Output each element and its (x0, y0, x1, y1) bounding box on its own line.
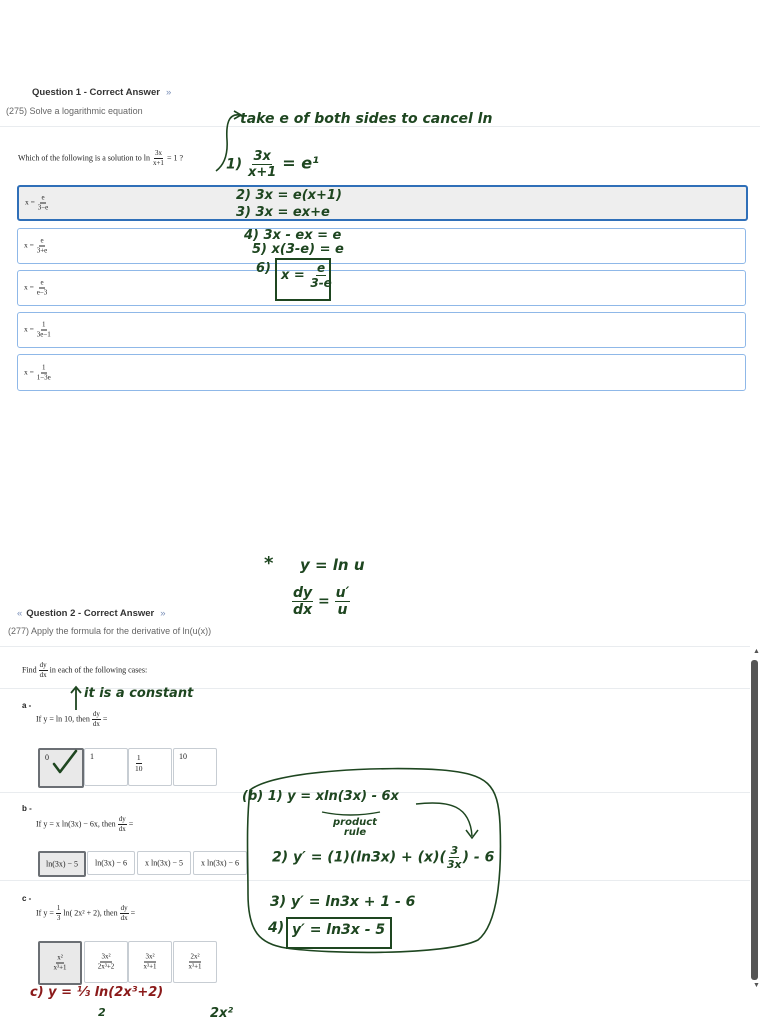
q2-c-choice-4-den: x³+1 (188, 962, 202, 971)
q1-prompt-text: Which of the following is a solution to ln (18, 153, 150, 163)
q1-title-text: Question 1 - Correct Answer (32, 87, 160, 98)
q2-part-c-coef (56, 905, 62, 922)
q2-part-c-statement (36, 905, 135, 922)
q2-part-b-statement (36, 816, 133, 833)
q2-c-choice-4[interactable] (173, 941, 217, 983)
hand-step1 (226, 150, 319, 179)
q2-b-choice-1-label: ln(3x) − 5 (45, 859, 79, 869)
q2-c-choice-3-num: 3x² (145, 952, 155, 961)
hand-c-bottom-1: 2 (98, 1006, 106, 1019)
q2-part-a-statement (36, 711, 107, 728)
q2-find-post: in each of the following cases: (49, 665, 148, 675)
q1-option-3-lhs: x = (24, 282, 34, 292)
hand-b-step2-num: 3 (450, 844, 459, 857)
q1-option-3-math (24, 280, 48, 297)
q1-option-5-fraction (36, 364, 52, 381)
hand-step6-lhs: x = (281, 268, 305, 283)
q2-c-choice-3[interactable] (128, 941, 172, 983)
q1-option-1-lhs: x = (25, 197, 35, 207)
hand-checkmark-icon (50, 748, 80, 778)
q2-part-b-post: = (128, 819, 134, 829)
q1-option-1-den: 3−e (37, 203, 49, 212)
q2-title (17, 608, 164, 619)
hand-arrow-up-icon (66, 682, 86, 712)
q1-option-1-num: e (41, 193, 45, 202)
q2-c-choice-2-num: 3x² (101, 952, 111, 961)
q2-a-choice-3-num: 1 (136, 753, 141, 762)
q1-option-2-num: e (40, 236, 44, 245)
hand-c-bottom-2: 2x² (210, 1006, 234, 1021)
hand-step4: 4) 3x - ex = e (244, 228, 342, 243)
hand-formula-dx: dx (293, 602, 313, 618)
q2-part-a-den: dx (92, 720, 100, 728)
hand-constant-note: it is a constant (84, 686, 194, 701)
hand-formula-dydx (292, 586, 313, 617)
q1-option-5[interactable] (17, 354, 746, 391)
q1-option-4-num: 1 (42, 320, 46, 329)
scroll-down-icon[interactable]: ▼ (753, 982, 760, 989)
q2-b-choice-1[interactable] (38, 851, 86, 877)
q2-a-choice-2-label: 1 (90, 752, 94, 761)
scroll-up-icon[interactable]: ▲ (753, 648, 760, 655)
q2-find-pre: Find (22, 665, 37, 675)
q1-option-1-math (25, 195, 49, 212)
q2-c-choice-1-den: x³+1 (53, 963, 67, 972)
q1-prompt-fraction (152, 150, 165, 167)
hand-step3: 3) 3x = ex+e (236, 205, 330, 220)
hand-step6-num: e (317, 261, 326, 275)
hand-formula-y: y = ln u (300, 556, 365, 574)
divider (0, 646, 750, 647)
q1-option-5-den: 1−3e (36, 373, 51, 381)
q2-c-choice-3-den: x³+1 (143, 962, 157, 971)
q2-part-c-mid: ln( 2x² + 2), then (63, 908, 118, 918)
q2-part-c-num: dy (120, 904, 128, 912)
hand-formula-eq: = (318, 593, 330, 610)
q2-a-choice-1-label: 0 (45, 753, 49, 762)
hand-step1-den: x+1 (248, 165, 277, 180)
q2-b-choice-3[interactable] (137, 851, 191, 875)
q1-option-4-fraction (36, 322, 52, 339)
q1-prompt-den: x+1 (152, 159, 164, 167)
q2-find (22, 662, 147, 679)
next-chevron-icon[interactable]: » (160, 608, 164, 619)
q2-c-choice-1-num: x² (57, 953, 63, 962)
q2-part-b-den: dx (118, 825, 126, 833)
q2-a-choice-3-den: 10 (135, 763, 143, 773)
q2-c-choice-4-label (174, 954, 216, 971)
q2-a-choice-3-fraction (134, 754, 144, 772)
q2-a-choice-3[interactable] (128, 748, 172, 786)
q1-option-2-math (24, 238, 48, 255)
q2-c-choice-1-label (40, 955, 80, 972)
q2-c-choice-3-label (129, 954, 171, 971)
hand-step1-num: 3x (253, 149, 271, 164)
hand-step6-fraction (309, 262, 332, 289)
q1-option-4-math (24, 322, 52, 339)
q2-part-c-pre: If y = (36, 908, 54, 918)
q2-part-c-post: = (130, 908, 136, 918)
hand-step6-den: 3-e (310, 276, 332, 290)
q2-c-choice-1[interactable] (38, 941, 82, 985)
q2-c-choice-2-label (85, 954, 127, 971)
q2-part-b-fraction (118, 816, 127, 833)
hand-step1-label: 1) (226, 156, 243, 173)
hand-b-step2-fraction (446, 845, 463, 870)
q1-option-5-lhs: x = (24, 367, 34, 377)
q1-option-4-den: 3e−1 (36, 330, 51, 339)
q2-subtitle: (277) Apply the formula for the derivative of ln(u(x)) (8, 626, 212, 636)
q2-part-b-num: dy (118, 815, 126, 823)
q2-find-num: dy (39, 661, 47, 669)
q2-part-a-fraction (92, 711, 101, 728)
q2-c-choice-3-fraction (142, 954, 157, 971)
hand-b-step4-label: 4) (268, 920, 285, 936)
hand-step6-label: 6) (256, 261, 271, 276)
q2-part-c-coef-den: 3 (56, 914, 61, 922)
q2-part-c-fraction (120, 905, 129, 922)
q1-option-2-den: 3+e (36, 246, 48, 255)
q1-option-2-lhs: x = (24, 240, 34, 250)
hand-formula-u-frac (335, 586, 351, 617)
q2-part-c-label: c - (22, 894, 32, 903)
hand-formula-star: * (264, 553, 274, 574)
q2-part-a-post: = (102, 714, 108, 724)
hand-b-step4: y′ = ln3x - 5 (292, 922, 386, 938)
hand-b-step2-den: 3x (446, 858, 462, 871)
hand-formula-dy: dy (293, 585, 313, 601)
q2-part-b-label: b - (22, 804, 32, 813)
q2-part-b-pre: If y = x ln(3x) − 6x, then (36, 819, 116, 829)
hand-b-step2-pre: 2) y′ = (1)(ln3x) + (x)( (272, 849, 446, 866)
hand-product-rule: product rule (333, 817, 377, 838)
q1-option-3[interactable] (17, 270, 746, 306)
hand-c-step1: c) y = ⅓ ln(2x³+2) (30, 985, 164, 1000)
q1-prompt-num: 3x (154, 149, 162, 157)
q2-b-choice-4-label: x ln(3x) − 6 (200, 858, 240, 868)
hand-step6 (281, 262, 333, 289)
hand-formula-u1: u′ (335, 585, 350, 601)
q2-part-a-num: dy (92, 710, 100, 718)
next-chevron-icon[interactable]: » (165, 87, 170, 98)
q2-part-c-den: dx (120, 914, 128, 922)
hand-step1-fraction (247, 150, 277, 179)
q2-a-choice-4-label: 10 (179, 752, 187, 761)
q2-b-choice-2[interactable] (87, 851, 135, 875)
q1-subtitle: (275) Solve a logarithmic equation (6, 106, 143, 116)
hand-take-e: take e of both sides to cancel ln (240, 111, 493, 127)
q1-option-3-num: e (40, 278, 44, 287)
q2-b-choice-2-label: ln(3x) − 6 (94, 858, 128, 868)
q2-c-choice-4-fraction (187, 954, 202, 971)
hand-b-step2-post: ) - 6 (462, 849, 495, 866)
q1-option-5-math (24, 364, 52, 381)
q1-option-4-lhs: x = (24, 324, 34, 334)
q1-option-2-fraction (36, 238, 49, 255)
hand-formula-u: u (337, 602, 348, 618)
hand-b-step2 (272, 845, 494, 870)
q2-a-choice-4[interactable] (173, 748, 217, 786)
hand-b-step1: (b) 1) y = xln(3x) - 6x (242, 789, 399, 804)
q2-title-text: Question 2 - Correct Answer (26, 608, 155, 619)
q2-c-choice-2-fraction (97, 954, 116, 971)
q2-a-choice-3-label (134, 754, 144, 772)
q1-title (32, 87, 169, 98)
q2-c-choice-2-den: 2x³+2 (97, 962, 115, 971)
q2-c-choice-1-fraction (52, 955, 67, 972)
q2-c-choice-2[interactable] (84, 941, 128, 983)
hand-formula-derivative (292, 586, 350, 617)
q1-option-3-fraction (36, 280, 49, 297)
hand-step2: 2) 3x = e(x+1) (236, 188, 342, 203)
q2-b-choice-3-label: x ln(3x) − 5 (144, 858, 184, 868)
q1-option-1[interactable] (17, 185, 748, 221)
q1-prompt (18, 150, 183, 167)
q2-part-a-pre: If y = ln 10, then (36, 714, 90, 724)
q2-part-c-coef-num: 1 (56, 904, 61, 912)
hand-b-step3: 3) y′ = ln3x + 1 - 6 (270, 894, 416, 910)
q2-c-choice-4-num: 2x² (190, 952, 200, 961)
q2-a-choice-2[interactable] (84, 748, 128, 786)
q2-part-a-label: a - (22, 701, 32, 710)
hand-step5: 5) x(3-e) = e (252, 242, 344, 257)
q1-option-5-num: 1 (42, 363, 46, 371)
hand-answer-box (275, 258, 331, 301)
prev-chevron-icon[interactable]: « (17, 608, 21, 619)
q1-prompt-post: = 1 ? (166, 153, 183, 163)
hand-b-answer-box (286, 917, 392, 949)
scrollbar-thumb[interactable] (751, 660, 758, 980)
q1-option-2[interactable] (17, 228, 746, 264)
q2-find-den: dx (39, 671, 47, 679)
hand-step1-rhs: = e¹ (282, 153, 320, 173)
q1-option-3-den: e−3 (36, 288, 48, 297)
q1-option-1-fraction (37, 195, 50, 212)
q2-find-fraction (39, 662, 48, 679)
q1-option-4[interactable] (17, 312, 746, 348)
